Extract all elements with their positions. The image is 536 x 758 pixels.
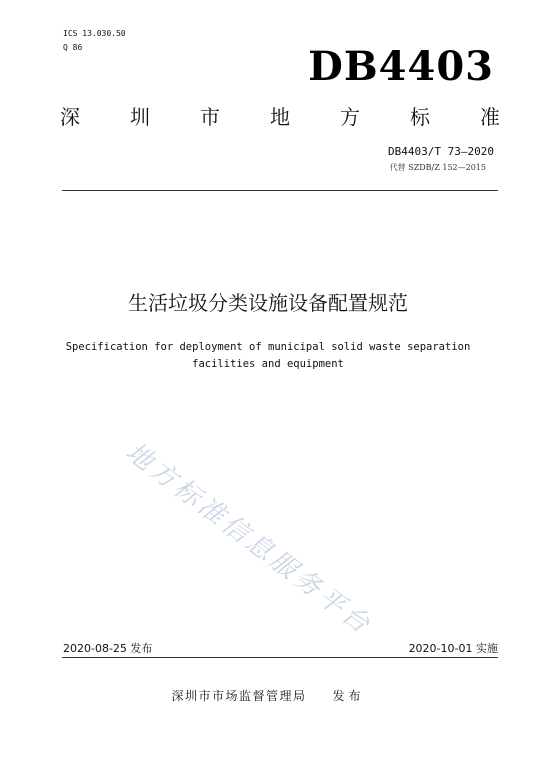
watermark: 地方标准信息服务平台	[119, 437, 378, 642]
issue-date: 2020-08-25 发布	[63, 642, 153, 655]
standard-type-char: 地	[270, 105, 290, 129]
standard-type-char: 深	[60, 105, 80, 129]
standard-type-char: 方	[340, 105, 360, 129]
english-title-line: Specification for deployment of municipal solid waste separation	[65, 341, 471, 353]
english-title	[40, 339, 496, 373]
chinese-title: 生活垃圾分类设施设备配置规范	[128, 291, 408, 315]
standard-code-heading: DB4403	[308, 43, 494, 90]
standard-type	[60, 104, 500, 130]
issuer	[0, 688, 536, 704]
implementation-date: 2020-10-01 实施	[408, 642, 498, 655]
standard-number: DB4403/T 73—2020	[388, 145, 494, 158]
standard-type-char: 市	[200, 105, 220, 129]
standard-type-char: 标	[410, 105, 430, 129]
header-divider	[62, 190, 498, 191]
ics-code: ICS 13.030.50	[63, 29, 126, 38]
ccs-code: Q 86	[63, 43, 83, 52]
english-title-line: facilities and equipment	[192, 358, 344, 370]
issued-label: 发布	[332, 689, 365, 703]
issuer-org: 深圳市市场监督管理局	[171, 689, 307, 703]
replaces-standard: 代替 SZDB/Z 152—2015	[389, 163, 486, 172]
standard-type-char: 准	[480, 105, 500, 129]
standard-type-char: 圳	[130, 105, 150, 129]
footer-divider	[62, 657, 498, 658]
